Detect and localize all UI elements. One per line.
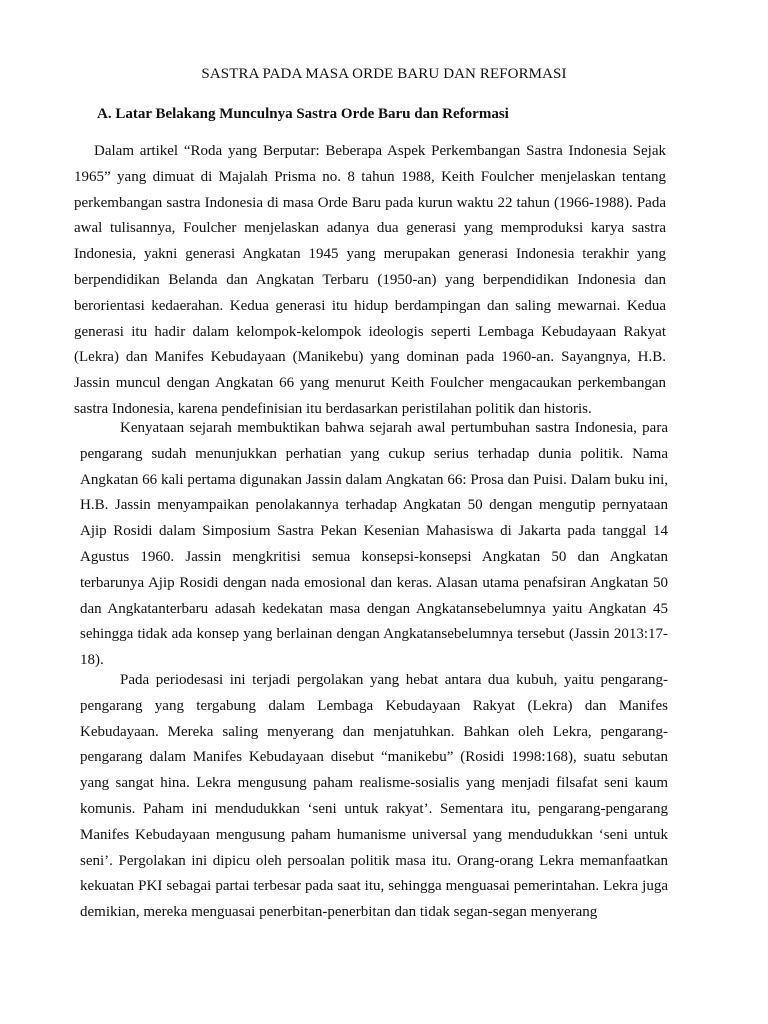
paragraph-2: Kenyataan sejarah membuktikan bahwa sejarah awal pertumbuhan sastra Indonesia, para pengarang sudah menunjukkan perhatian yang cukup serius terhadap dunia politik. Nama Angkatan 66 kali pertama digunakan Jassin dalam Angkatan 66: Prosa dan Puisi. Dalam buku ini, H.B. Jassin menyampaikan penolakannya terhadap Angkatan 50 dengan mengutip pernyataan Ajip Rosidi dalam Simposium Sastra Pekan Kesenian Mahasiswa di Jakarta pada tanggal 14 Agustus 1960. Jassin mengkritisi semua konsepsi-konsepsi Angkatan 50 dan Angkatan terbarunya Ajip Rosidi dengan nada emosional dan keras. Alasan utama penafsiran Angkatan 50 dan Angkatanterbaru adasah kedekatan masa dengan Angkatansebelumnya yaitu Angkatan 45 sehingga tidak ada konsep yang berlainan dengan Angkatansebelumnya tersebut (Jassin 2013:17-18). — [80, 420, 668, 669]
section-heading: A. Latar Belakang Munculnya Sastra Orde Baru dan Reformasi — [97, 106, 509, 122]
document-title: SASTRA PADA MASA ORDE BARU DAN REFORMASI — [201, 66, 567, 82]
paragraph-3: Pada periodesasi ini terjadi pergolakan yang hebat antara dua kubuh, yaitu pengarang-pengarang yang tergabung dalam Lembaga Kebudayaan Rakyat (Lekra) dan Manifes Kebudayaan. Mereka saling menyerang dan menjatuhkan. Bahkan oleh Lekra, pengarang-pengarang dalam Manifes Kebudayaan disebut “manikebu” (Rosidi 1998:168), suatu sebutan yang sangat hina. Lekra mengusung paham realisme-sosialis yang menjadi filsafat seni kaum komunis. Paham ini mendudukkan ‘seni untuk rakyat’. Sementara itu, pengarang-pengarang Manifes Kebudayaan mengusung paham humanisme universal yang mendudukkan ‘seni untuk seni’. Pergolakan ini dipicu oleh persoalan politik masa itu. Orang-orang Lekra memanfaatkan kekuatan PKI sebagai partai terbesar pada saat itu, sehingga menguasai pemerintahan. Lekra juga demikian, mereka menguasai penerbitan-penerbitan dan tidak segan-segan menyerang — [80, 672, 668, 921]
paragraph-1: Dalam artikel “Roda yang Berputar: Beberapa Aspek Perkembangan Sastra Indonesia Sejak 1965” yang dimuat di Majalah Prisma no. 8 tahun 1988, Keith Foulcher menjelaskan tentang perkembangan sastra Indonesia di masa Orde Baru pada kurun waktu 22 tahun (1966-1988). Pada awal tulisannya, Foulcher menjelaskan adanya dua generasi yang memproduksi karya sastra Indonesia, yakni generasi Angkatan 1945 yang merupakan generasi Indonesia terakhir yang berpendidikan Belanda dan Angkatan Terbaru (1950-an) yang berpendidikan Indonesia dan berorientasi kedaerahan. Kedua generasi itu hidup berdampingan dan saling mewarnai. Kedua generasi itu hadir dalam kelompok-kelompok ideologis seperti Lembaga Kebudayaan Rakyat (Lekra) dan Manifes Kebudayaan (Manikebu) yang dominan pada 1960-an. Sayangnya, H.B. Jassin muncul dengan Angkatan 66 yang menurut Keith Foulcher mengacaukan perkembangan sastra Indonesia, karena pendefinisian itu berdasarkan peristilahan politik dan historis. — [74, 143, 666, 417]
